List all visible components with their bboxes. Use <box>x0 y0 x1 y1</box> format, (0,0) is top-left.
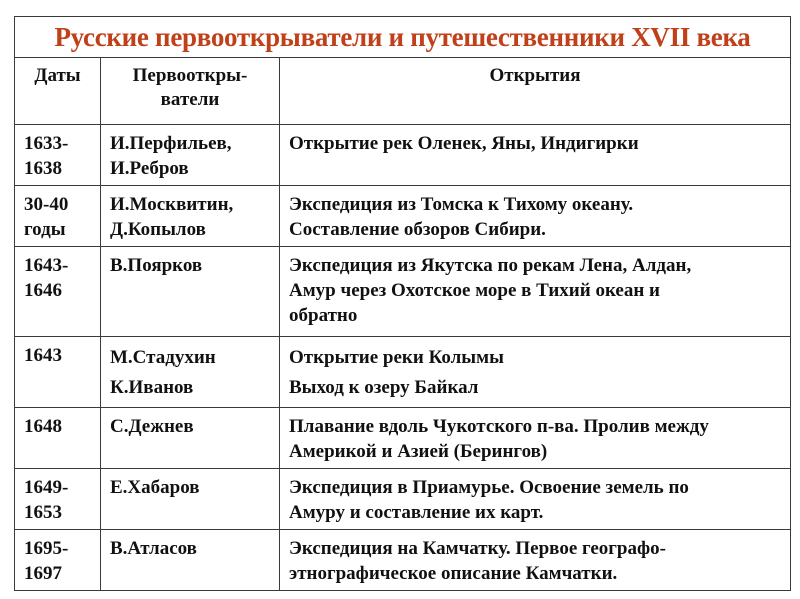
header-discoverers: Первооткры- ватели <box>101 58 280 125</box>
discoveries-cell: Экспедиция в Приамурье. Освоение земель по Амуру и составление их карт. <box>280 469 791 530</box>
people-cell: И.Перфильев, И.Ребров <box>101 125 280 186</box>
header-row <box>15 58 791 125</box>
discoveries-cell: Экспедиция из Томска к Тихому океану. Составление обзоров Сибири. <box>280 186 791 247</box>
table-row <box>15 186 791 247</box>
date-cell: 1633- 1638 <box>15 125 101 186</box>
table-title: Русские первооткрыватели и путешественники XVII века <box>15 17 791 58</box>
people-cell: В.Поярков <box>101 247 280 337</box>
header-dates: Даты <box>15 58 101 125</box>
discoveries-cell: Экспедиция на Камчатку. Первое географо- этнографическое описание Камчатки. <box>280 530 791 591</box>
discoverers-table <box>14 16 791 591</box>
date-cell: 1695- 1697 <box>15 530 101 591</box>
date-cell: 1643- 1646 <box>15 247 101 337</box>
date-cell: 30-40 годы <box>15 186 101 247</box>
table-row <box>15 337 791 408</box>
discoveries-cell: Экспедиция из Якутска по рекам Лена, Алдан, Амур через Охотское море в Тихий океан и обратно <box>280 247 791 337</box>
people-cell: Е.Хабаров <box>101 469 280 530</box>
date-cell: 1643 <box>15 337 101 408</box>
discoveries-cell: Плавание вдоль Чукотского п-ва. Пролив между Америкой и Азией (Берингов) <box>280 408 791 469</box>
people-cell: И.Москвитин, Д.Копылов <box>101 186 280 247</box>
table-row <box>15 469 791 530</box>
table-row <box>15 408 791 469</box>
header-discoveries: Открытия <box>280 58 791 125</box>
people-cell: В.Атласов <box>101 530 280 591</box>
discoveries-cell: Открытие реки Колымы Выход к озеру Байкал <box>280 337 791 408</box>
people-cell: М.Стадухин К.Иванов <box>101 337 280 408</box>
date-cell: 1648 <box>15 408 101 469</box>
table-row <box>15 247 791 337</box>
title-row <box>15 17 791 58</box>
people-cell: С.Дежнев <box>101 408 280 469</box>
table-row <box>15 530 791 591</box>
date-cell: 1649- 1653 <box>15 469 101 530</box>
table-row <box>15 125 791 186</box>
discoveries-cell: Открытие рек Оленек, Яны, Индигирки <box>280 125 791 186</box>
